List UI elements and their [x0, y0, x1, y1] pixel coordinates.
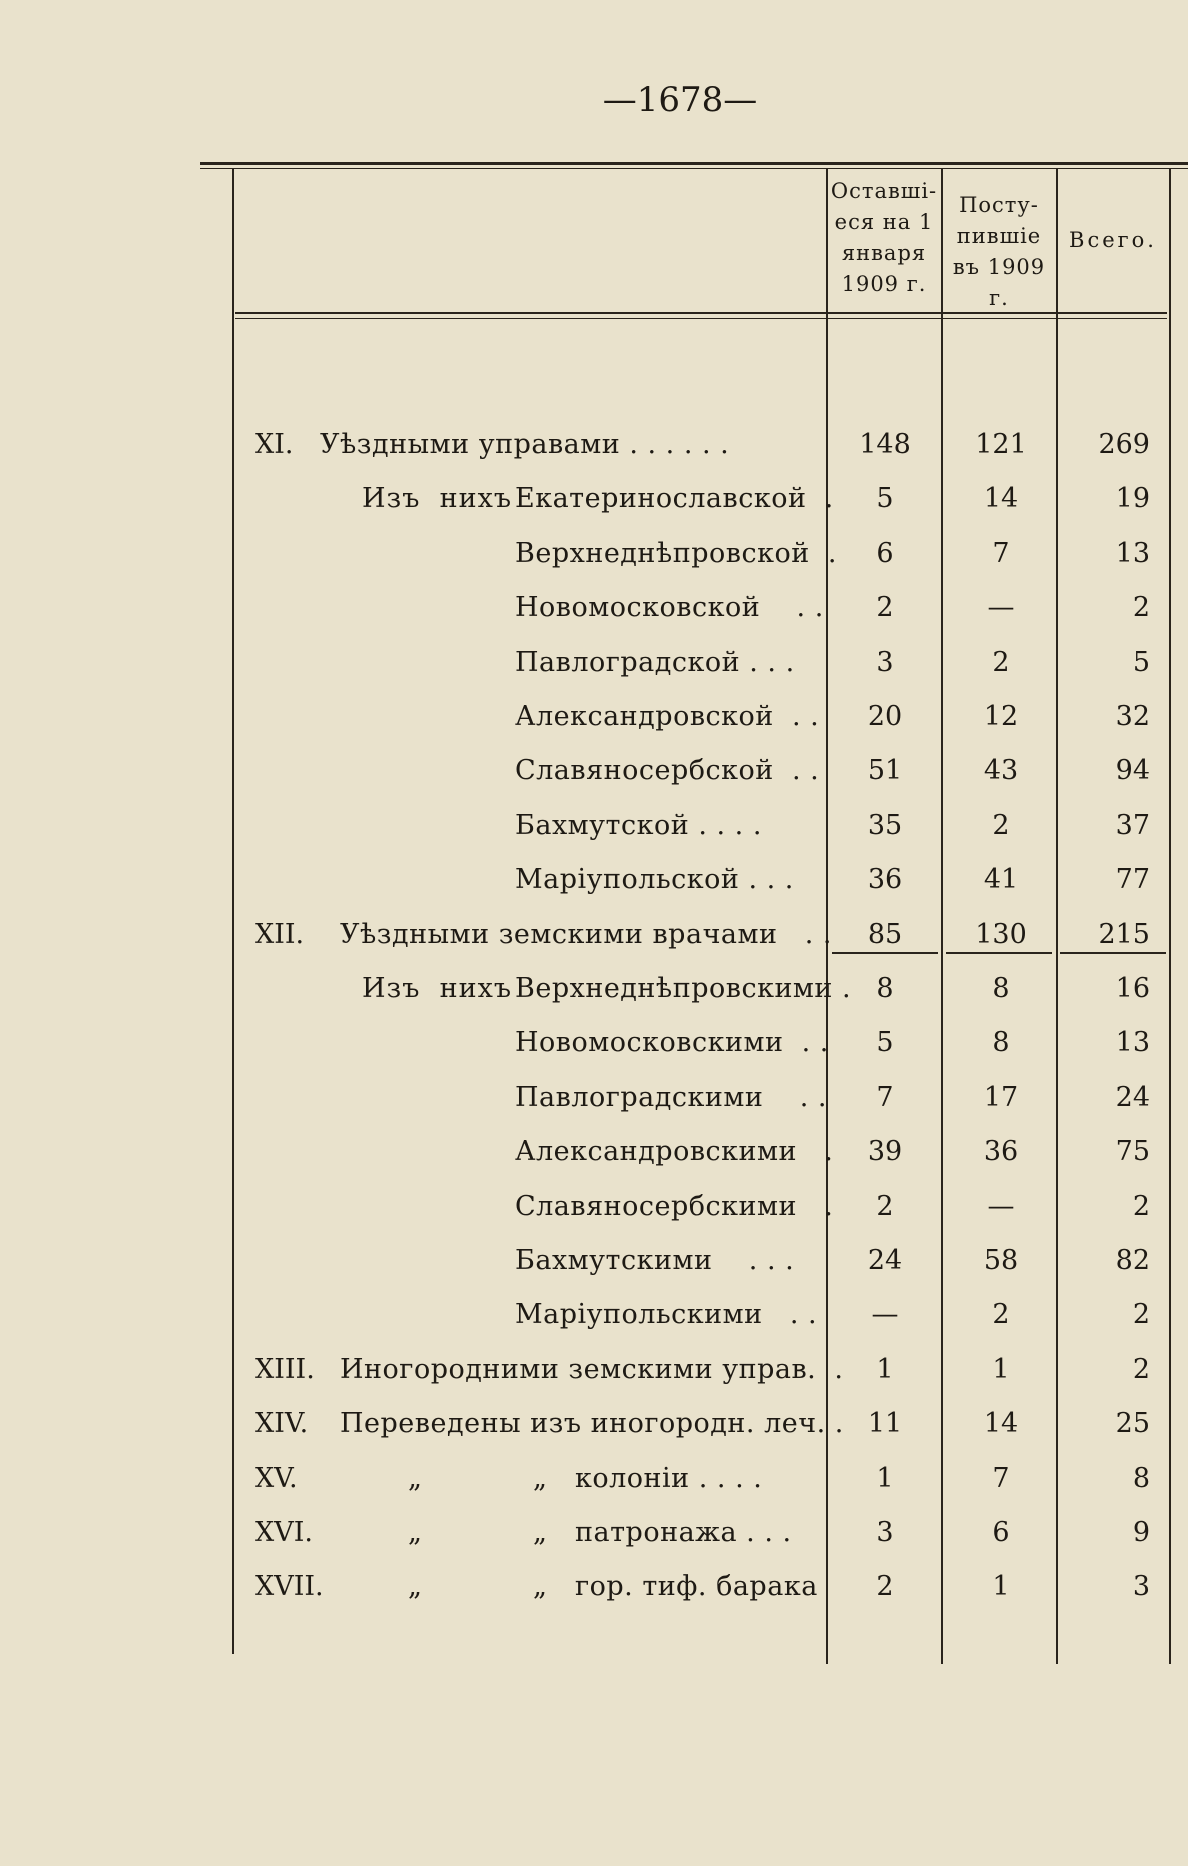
cell-total: 9: [1132, 1517, 1150, 1548]
cell-admitted: 2: [992, 809, 1010, 841]
cell-admitted: 6: [992, 1517, 1010, 1548]
cell-remaining: 85: [867, 918, 903, 950]
table-row: [0, 908, 1188, 962]
cell-total: 2: [1132, 1353, 1150, 1385]
cell-total: 8: [1132, 1462, 1150, 1494]
cell-remaining: 1: [876, 1353, 894, 1385]
cell-remaining: —: [871, 1299, 899, 1331]
row-roman: XIV.: [255, 1408, 309, 1440]
cell-admitted: 58: [983, 1245, 1019, 1276]
row-ditto-2: „: [533, 1571, 547, 1603]
cell-admitted: 43: [983, 755, 1019, 787]
row-label: Бахмутской . . . .: [515, 809, 762, 841]
cell-remaining: 39: [867, 1136, 903, 1168]
page-number: —1678—: [602, 80, 758, 120]
cell-admitted: 14: [983, 483, 1019, 515]
cell-total: 24: [1115, 1081, 1150, 1113]
row-label: Верхнеднѣпровской .: [515, 537, 837, 569]
cell-total: 32: [1115, 701, 1150, 732]
header-remaining-line1: Оставші-: [830, 179, 938, 203]
top-rule-thin: [200, 168, 1188, 169]
cell-admitted: —: [987, 592, 1015, 624]
table-row: [0, 1016, 1188, 1070]
cell-total: 13: [1115, 537, 1150, 569]
cell-admitted: 36: [983, 1136, 1019, 1168]
row-roman: XVI.: [255, 1517, 313, 1548]
cell-admitted: 17: [983, 1081, 1019, 1113]
cell-admitted: —: [987, 1190, 1015, 1222]
row-label: Александровской . .: [515, 701, 820, 732]
row-roman: XII.: [255, 918, 305, 950]
row-label: колоніи . . . .: [575, 1462, 763, 1494]
row-label: Екатеринославской .: [515, 483, 834, 515]
header-remaining-line4: 1909 г.: [841, 272, 927, 296]
table-row: [0, 418, 1188, 472]
table-row: [0, 1071, 1188, 1125]
cell-remaining: 24: [867, 1245, 903, 1276]
row-label: Новомосковскими . .: [515, 1027, 829, 1059]
header-admitted-line3: въ 1909 г.: [952, 255, 1046, 310]
row-ditto-1: „: [408, 1517, 422, 1548]
row-label: гор. тиф. барака: [575, 1571, 818, 1603]
table-row: [0, 1234, 1188, 1288]
cell-admitted: 41: [983, 864, 1019, 896]
cell-total: 2: [1132, 1299, 1150, 1331]
row-label: Иногородними земскими управ. .: [340, 1353, 844, 1385]
row-label: патронажа . . .: [575, 1517, 792, 1548]
cell-remaining: 11: [867, 1408, 903, 1440]
row-roman: XIII.: [255, 1353, 315, 1385]
table-row: [0, 1343, 1188, 1397]
table-row: [0, 527, 1188, 581]
row-label: Бахмутскими . . .: [515, 1245, 795, 1276]
cell-admitted: 2: [992, 646, 1010, 678]
header-total-label: Всего.: [1069, 228, 1157, 252]
cell-admitted: 121: [975, 429, 1027, 460]
cell-remaining: 8: [876, 973, 894, 1004]
cell-total: 2: [1132, 1190, 1150, 1222]
header-rule-thin: [235, 318, 1167, 319]
cell-admitted: 130: [975, 918, 1027, 950]
table-row: [0, 636, 1188, 690]
cell-total: 2: [1132, 592, 1150, 624]
cell-admitted: 2: [992, 1299, 1010, 1331]
row-label: Верхнеднѣпровскими .: [515, 973, 852, 1004]
row-label: Новомосковской . .: [515, 592, 824, 624]
row-ditto-1: „: [408, 1571, 422, 1603]
cell-remaining: 7: [876, 1081, 894, 1113]
row-label: Славяносербской . .: [515, 755, 820, 787]
cell-total: 215: [1098, 918, 1150, 950]
cell-remaining: 2: [876, 592, 894, 624]
row-ditto-2: „: [533, 1462, 547, 1494]
cell-total: 37: [1115, 809, 1150, 841]
cell-admitted: 14: [983, 1408, 1019, 1440]
table-row: [0, 1180, 1188, 1234]
cell-remaining: 148: [859, 429, 911, 460]
row-lead: Изъ нихъ: [362, 973, 513, 1004]
header-remaining: [828, 176, 940, 300]
cell-admitted: 7: [992, 1462, 1010, 1494]
cell-admitted: 12: [983, 701, 1019, 732]
cell-total: 25: [1115, 1408, 1150, 1440]
table-row: [0, 472, 1188, 526]
table-row: [0, 744, 1188, 798]
table-row: [0, 962, 1188, 1016]
row-label: Переведены изъ иногородн. леч. .: [340, 1408, 844, 1440]
row-label: Славяносербскими .: [515, 1190, 834, 1222]
cell-admitted: 7: [992, 537, 1010, 569]
cell-remaining: 20: [867, 701, 903, 732]
cell-total: 13: [1115, 1027, 1150, 1059]
row-label: Уѣздными управами . . . . . .: [320, 429, 730, 460]
cell-total: 75: [1115, 1136, 1150, 1168]
cell-remaining: 51: [867, 755, 903, 787]
cell-remaining: 2: [876, 1571, 894, 1603]
header-remaining-line2: еся на 1: [834, 210, 934, 234]
cell-remaining: 35: [867, 809, 903, 841]
cell-total: 77: [1115, 864, 1150, 896]
cell-admitted: 1: [992, 1571, 1010, 1603]
cell-total: 269: [1098, 429, 1150, 460]
top-rule: [200, 162, 1188, 165]
table-row: [0, 1452, 1188, 1506]
table-row: [0, 690, 1188, 744]
cell-total: 3: [1132, 1571, 1150, 1603]
row-label: Павлоградской . . .: [515, 646, 795, 678]
table-row: [0, 1397, 1188, 1451]
row-roman: XV.: [255, 1462, 298, 1494]
table-row: [0, 853, 1188, 907]
row-label: Павлоградскими . .: [515, 1081, 827, 1113]
cell-admitted: 8: [992, 973, 1010, 1004]
row-label: Александровскими .: [515, 1136, 834, 1168]
row-roman: XVII.: [255, 1571, 324, 1603]
cell-total: 5: [1132, 646, 1150, 678]
header-admitted-line1: Посту-: [959, 193, 1039, 217]
table-row: [0, 1560, 1188, 1614]
cell-total: 19: [1115, 483, 1150, 515]
header-admitted: [943, 190, 1055, 314]
cell-total: 16: [1115, 973, 1150, 1004]
row-lead: Изъ нихъ: [362, 483, 513, 515]
row-ditto-2: „: [533, 1517, 547, 1548]
header-remaining-line3: января: [841, 241, 927, 265]
row-label: Уѣздными земскими врачами . .: [340, 918, 833, 950]
cell-remaining: 1: [876, 1462, 894, 1494]
cell-total: 94: [1115, 755, 1150, 787]
header-total: [1058, 225, 1168, 256]
cell-admitted: 1: [992, 1353, 1010, 1385]
cell-total: 82: [1115, 1245, 1150, 1276]
table-row: [0, 1125, 1188, 1179]
cell-remaining: 3: [876, 1517, 894, 1548]
row-label: Маріупольскими . .: [515, 1299, 818, 1331]
table-row: [0, 799, 1188, 853]
row-roman: XI.: [255, 429, 294, 460]
table-row: [0, 581, 1188, 635]
cell-remaining: 3: [876, 646, 894, 678]
cell-remaining: 36: [867, 864, 903, 896]
row-ditto-1: „: [408, 1462, 422, 1494]
cell-remaining: 5: [876, 1027, 894, 1059]
cell-remaining: 2: [876, 1190, 894, 1222]
header-admitted-line2: пившіе: [956, 224, 1042, 248]
cell-admitted: 8: [992, 1027, 1010, 1059]
row-label: Маріупольской . . .: [515, 864, 794, 896]
cell-remaining: 6: [876, 537, 894, 569]
cell-remaining: 5: [876, 483, 894, 515]
table-row: [0, 1288, 1188, 1342]
table-row: [0, 1506, 1188, 1560]
